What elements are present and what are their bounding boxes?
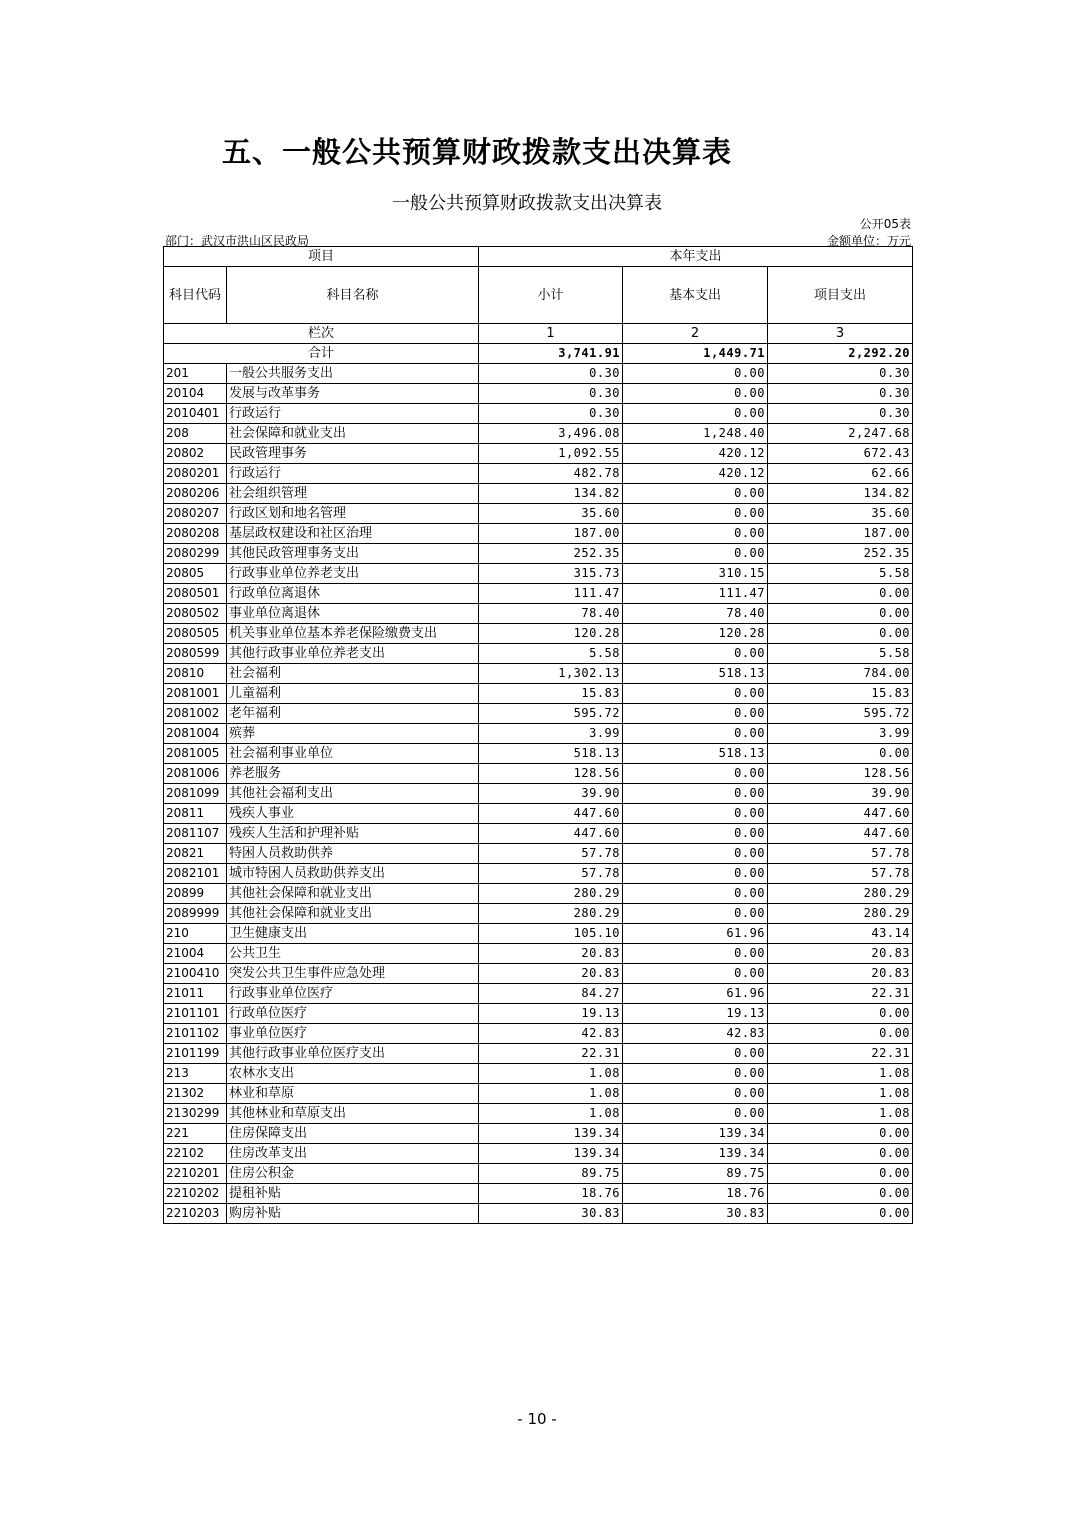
row-subtotal: 1.08 [479, 1084, 623, 1104]
row-name: 特困人员救助供养 [227, 844, 479, 864]
table-row [164, 864, 913, 884]
row-name: 突发公共卫生事件应急处理 [227, 964, 479, 984]
row-name: 购房补贴 [227, 1204, 479, 1224]
row-code: 213 [164, 1064, 227, 1084]
row-subtotal: 447.60 [479, 804, 623, 824]
row-name: 发展与改革事务 [227, 384, 479, 404]
row-basic: 139.34 [623, 1124, 768, 1144]
row-project: 57.78 [768, 844, 913, 864]
row-name: 残疾人事业 [227, 804, 479, 824]
row-name: 住房改革支出 [227, 1144, 479, 1164]
row-project: 0.00 [768, 584, 913, 604]
table-row [164, 944, 913, 964]
row-subtotal: 187.00 [479, 524, 623, 544]
row-basic: 0.00 [623, 764, 768, 784]
row-basic: 518.13 [623, 744, 768, 764]
row-project: 447.60 [768, 804, 913, 824]
row-name: 其他行政事业单位医疗支出 [227, 1044, 479, 1064]
table-row [164, 684, 913, 704]
row-name: 其他社会保障和就业支出 [227, 904, 479, 924]
row-name: 基层政权建设和社区治理 [227, 524, 479, 544]
row-project: 43.14 [768, 924, 913, 944]
table-row [164, 444, 913, 464]
row-basic: 0.00 [623, 1104, 768, 1124]
row-subtotal: 5.58 [479, 644, 623, 664]
row-project: 0.00 [768, 1124, 913, 1144]
row-basic: 0.00 [623, 884, 768, 904]
column-number-row [164, 324, 913, 344]
table-row [164, 1024, 913, 1044]
row-basic: 30.83 [623, 1204, 768, 1224]
row-name: 其他行政事业单位养老支出 [227, 644, 479, 664]
row-code: 208 [164, 424, 227, 444]
header-project: 项目 [164, 247, 479, 267]
row-subtotal: 18.76 [479, 1184, 623, 1204]
row-project: 0.00 [768, 744, 913, 764]
row-project: 62.66 [768, 464, 913, 484]
row-basic: 0.00 [623, 484, 768, 504]
row-code: 2081099 [164, 784, 227, 804]
table-row [164, 924, 913, 944]
row-basic: 42.83 [623, 1024, 768, 1044]
row-name: 其他社会保障和就业支出 [227, 884, 479, 904]
page-number: - 10 - [517, 1410, 557, 1428]
row-project: 3.99 [768, 724, 913, 744]
row-name: 行政运行 [227, 404, 479, 424]
row-name: 提租补贴 [227, 1184, 479, 1204]
row-code: 20811 [164, 804, 227, 824]
table-row [164, 504, 913, 524]
row-project: 252.35 [768, 544, 913, 564]
row-code: 2210202 [164, 1184, 227, 1204]
table-row [164, 384, 913, 404]
row-name: 住房保障支出 [227, 1124, 479, 1144]
table-row [164, 604, 913, 624]
row-basic: 0.00 [623, 544, 768, 564]
row-basic: 0.00 [623, 964, 768, 984]
row-subtotal: 1,092.55 [479, 444, 623, 464]
row-basic: 0.00 [623, 864, 768, 884]
header-this-year: 本年支出 [479, 247, 913, 267]
row-basic: 0.00 [623, 504, 768, 524]
total-project: 2,292.20 [768, 344, 913, 364]
row-subtotal: 78.40 [479, 604, 623, 624]
row-project: 5.58 [768, 564, 913, 584]
row-code: 2080502 [164, 604, 227, 624]
row-subtotal: 0.30 [479, 384, 623, 404]
row-subtotal: 128.56 [479, 764, 623, 784]
table-row [164, 564, 913, 584]
row-basic: 61.96 [623, 984, 768, 1004]
row-code: 2010401 [164, 404, 227, 424]
row-name: 住房公积金 [227, 1164, 479, 1184]
row-subtotal: 105.10 [479, 924, 623, 944]
row-project: 672.43 [768, 444, 913, 464]
row-code: 20802 [164, 444, 227, 464]
row-code: 2081002 [164, 704, 227, 724]
row-name: 公共卫生 [227, 944, 479, 964]
row-project: 0.30 [768, 364, 913, 384]
row-subtotal: 482.78 [479, 464, 623, 484]
column-number-label: 栏次 [164, 324, 479, 344]
row-name: 行政区划和地名管理 [227, 504, 479, 524]
row-basic: 61.96 [623, 924, 768, 944]
row-code: 2210201 [164, 1164, 227, 1184]
row-subtotal: 315.73 [479, 564, 623, 584]
row-code: 2101102 [164, 1024, 227, 1044]
row-name: 农林水支出 [227, 1064, 479, 1084]
row-name: 其他社会福利支出 [227, 784, 479, 804]
table-row [164, 844, 913, 864]
row-name: 行政单位离退休 [227, 584, 479, 604]
row-name: 儿童福利 [227, 684, 479, 704]
row-code: 2080501 [164, 584, 227, 604]
row-code: 20810 [164, 664, 227, 684]
row-basic: 0.00 [623, 384, 768, 404]
row-project: 134.82 [768, 484, 913, 504]
row-code: 2080208 [164, 524, 227, 544]
total-label: 合计 [164, 344, 479, 364]
row-subtotal: 1,302.13 [479, 664, 623, 684]
row-basic: 0.00 [623, 824, 768, 844]
row-name: 行政事业单位医疗 [227, 984, 479, 1004]
row-project: 5.58 [768, 644, 913, 664]
row-code: 20805 [164, 564, 227, 584]
row-name: 一般公共服务支出 [227, 364, 479, 384]
row-code: 22102 [164, 1144, 227, 1164]
header-project-exp: 项目支出 [768, 267, 913, 324]
row-subtotal: 20.83 [479, 964, 623, 984]
row-name: 社会组织管理 [227, 484, 479, 504]
row-basic: 0.00 [623, 1044, 768, 1064]
table-row [164, 1104, 913, 1124]
row-basic: 120.28 [623, 624, 768, 644]
row-project: 20.83 [768, 964, 913, 984]
row-project: 0.00 [768, 1164, 913, 1184]
row-code: 201 [164, 364, 227, 384]
column-number-3: 3 [768, 324, 913, 344]
row-basic: 0.00 [623, 524, 768, 544]
row-name: 行政事业单位养老支出 [227, 564, 479, 584]
row-project: 280.29 [768, 904, 913, 924]
row-subtotal: 111.47 [479, 584, 623, 604]
row-subtotal: 3.99 [479, 724, 623, 744]
row-code: 210 [164, 924, 227, 944]
row-project: 0.00 [768, 1204, 913, 1224]
row-subtotal: 280.29 [479, 884, 623, 904]
row-basic: 1,248.40 [623, 424, 768, 444]
row-subtotal: 57.78 [479, 864, 623, 884]
total-subtotal: 3,741.91 [479, 344, 623, 364]
row-code: 21302 [164, 1084, 227, 1104]
table-row [164, 584, 913, 604]
row-project: 0.30 [768, 384, 913, 404]
row-basic: 0.00 [623, 784, 768, 804]
row-basic: 0.00 [623, 704, 768, 724]
row-subtotal: 252.35 [479, 544, 623, 564]
row-project: 280.29 [768, 884, 913, 904]
row-code: 20104 [164, 384, 227, 404]
row-basic: 518.13 [623, 664, 768, 684]
table-row [164, 364, 913, 384]
table-row [164, 904, 913, 924]
row-name: 行政单位医疗 [227, 1004, 479, 1024]
row-basic: 111.47 [623, 584, 768, 604]
row-name: 林业和草原 [227, 1084, 479, 1104]
row-code: 2080207 [164, 504, 227, 524]
row-project: 0.00 [768, 1184, 913, 1204]
row-basic: 0.00 [623, 1084, 768, 1104]
table-row [164, 1204, 913, 1224]
row-subtotal: 139.34 [479, 1144, 623, 1164]
row-name: 社会保障和就业支出 [227, 424, 479, 444]
row-basic: 19.13 [623, 1004, 768, 1024]
row-project: 0.00 [768, 1024, 913, 1044]
row-project: 22.31 [768, 984, 913, 1004]
row-basic: 310.15 [623, 564, 768, 584]
row-basic: 0.00 [623, 904, 768, 924]
row-project: 0.00 [768, 1004, 913, 1024]
row-basic: 0.00 [623, 804, 768, 824]
table-row [164, 964, 913, 984]
row-subtotal: 84.27 [479, 984, 623, 1004]
row-basic: 0.00 [623, 364, 768, 384]
table-row [164, 824, 913, 844]
row-code: 2081001 [164, 684, 227, 704]
row-subtotal: 19.13 [479, 1004, 623, 1024]
row-subtotal: 89.75 [479, 1164, 623, 1184]
table-row [164, 784, 913, 804]
row-project: 57.78 [768, 864, 913, 884]
row-basic: 0.00 [623, 404, 768, 424]
column-number-2: 2 [623, 324, 768, 344]
row-subtotal: 518.13 [479, 744, 623, 764]
total-row [164, 344, 913, 364]
row-code: 20821 [164, 844, 227, 864]
table-row [164, 1164, 913, 1184]
table-row [164, 804, 913, 824]
row-subtotal: 134.82 [479, 484, 623, 504]
row-subtotal: 30.83 [479, 1204, 623, 1224]
row-subtotal: 22.31 [479, 1044, 623, 1064]
row-subtotal: 280.29 [479, 904, 623, 924]
row-name: 城市特困人员救助供养支出 [227, 864, 479, 884]
row-code: 2101101 [164, 1004, 227, 1024]
row-name: 殡葬 [227, 724, 479, 744]
row-code: 2081005 [164, 744, 227, 764]
row-project: 39.90 [768, 784, 913, 804]
table-row [164, 984, 913, 1004]
row-basic: 420.12 [623, 464, 768, 484]
row-code: 2089999 [164, 904, 227, 924]
row-name: 残疾人生活和护理补贴 [227, 824, 479, 844]
row-project: 1.08 [768, 1104, 913, 1124]
table-row [164, 764, 913, 784]
row-project: 595.72 [768, 704, 913, 724]
row-project: 20.83 [768, 944, 913, 964]
row-basic: 0.00 [623, 684, 768, 704]
table-row [164, 1004, 913, 1024]
row-project: 0.30 [768, 404, 913, 424]
table-row [164, 1184, 913, 1204]
row-subtotal: 42.83 [479, 1024, 623, 1044]
row-name: 事业单位离退休 [227, 604, 479, 624]
row-basic: 0.00 [623, 844, 768, 864]
row-code: 2101199 [164, 1044, 227, 1064]
row-subtotal: 39.90 [479, 784, 623, 804]
row-code: 2081107 [164, 824, 227, 844]
row-code: 21004 [164, 944, 227, 964]
row-name: 行政运行 [227, 464, 479, 484]
row-project: 447.60 [768, 824, 913, 844]
header-row-2 [164, 267, 913, 324]
row-project: 784.00 [768, 664, 913, 684]
table-row [164, 744, 913, 764]
expenditure-table [163, 246, 913, 1224]
table-row [164, 624, 913, 644]
row-basic: 0.00 [623, 1064, 768, 1084]
department-label: 部门：武汉市洪山区民政局 [165, 234, 310, 248]
column-number-1: 1 [479, 324, 623, 344]
row-code: 20899 [164, 884, 227, 904]
row-project: 15.83 [768, 684, 913, 704]
row-name: 卫生健康支出 [227, 924, 479, 944]
row-code: 2210203 [164, 1204, 227, 1224]
row-project: 128.56 [768, 764, 913, 784]
row-basic: 0.00 [623, 944, 768, 964]
row-basic: 139.34 [623, 1144, 768, 1164]
row-name: 其他林业和草原支出 [227, 1104, 479, 1124]
row-subtotal: 1.08 [479, 1064, 623, 1084]
row-code: 2080201 [164, 464, 227, 484]
row-code: 2080599 [164, 644, 227, 664]
row-basic: 0.00 [623, 644, 768, 664]
row-code: 2130299 [164, 1104, 227, 1124]
row-subtotal: 0.30 [479, 404, 623, 424]
header-name: 科目名称 [227, 267, 479, 324]
row-subtotal: 15.83 [479, 684, 623, 704]
row-basic: 78.40 [623, 604, 768, 624]
row-name: 社会福利 [227, 664, 479, 684]
row-subtotal: 57.78 [479, 844, 623, 864]
row-project: 1.08 [768, 1064, 913, 1084]
row-name: 民政管理事务 [227, 444, 479, 464]
table-row [164, 1144, 913, 1164]
row-name: 其他民政管理事务支出 [227, 544, 479, 564]
total-basic: 1,449.71 [623, 344, 768, 364]
row-subtotal: 139.34 [479, 1124, 623, 1144]
row-project: 2,247.68 [768, 424, 913, 444]
table-row [164, 464, 913, 484]
table-row [164, 524, 913, 544]
row-subtotal: 0.30 [479, 364, 623, 384]
table-row [164, 1084, 913, 1104]
table-row [164, 664, 913, 684]
page-title: 五、一般公共预算财政拨款支出决算表 [222, 135, 733, 169]
row-project: 35.60 [768, 504, 913, 524]
table-row [164, 644, 913, 664]
row-code: 2100410 [164, 964, 227, 984]
row-code: 2080505 [164, 624, 227, 644]
table-row [164, 424, 913, 444]
header-code: 科目代码 [164, 267, 227, 324]
form-number: 公开05表 [859, 217, 911, 231]
row-subtotal: 3,496.08 [479, 424, 623, 444]
table-row [164, 1044, 913, 1064]
row-name: 养老服务 [227, 764, 479, 784]
table-row [164, 884, 913, 904]
row-subtotal: 595.72 [479, 704, 623, 724]
row-code: 2080299 [164, 544, 227, 564]
row-project: 0.00 [768, 624, 913, 644]
row-basic: 89.75 [623, 1164, 768, 1184]
table-row [164, 1124, 913, 1144]
amount-unit-label: 金额单位：万元 [826, 234, 911, 248]
row-subtotal: 447.60 [479, 824, 623, 844]
row-subtotal: 1.08 [479, 1104, 623, 1124]
row-project: 187.00 [768, 524, 913, 544]
row-code: 2082101 [164, 864, 227, 884]
table-row [164, 704, 913, 724]
row-code: 221 [164, 1124, 227, 1144]
table-row [164, 544, 913, 564]
row-subtotal: 120.28 [479, 624, 623, 644]
row-project: 0.00 [768, 604, 913, 624]
row-basic: 18.76 [623, 1184, 768, 1204]
row-name: 社会福利事业单位 [227, 744, 479, 764]
table-row [164, 404, 913, 424]
table-title: 一般公共预算财政拨款支出决算表 [392, 193, 662, 214]
row-basic: 0.00 [623, 724, 768, 744]
row-subtotal: 20.83 [479, 944, 623, 964]
row-name: 老年福利 [227, 704, 479, 724]
header-row-1 [164, 247, 913, 267]
row-name: 机关事业单位基本养老保险缴费支出 [227, 624, 479, 644]
row-code: 2081004 [164, 724, 227, 744]
table-row [164, 484, 913, 504]
table-row [164, 1064, 913, 1084]
row-code: 2081006 [164, 764, 227, 784]
row-code: 21011 [164, 984, 227, 1004]
table-row [164, 724, 913, 744]
row-name: 事业单位医疗 [227, 1024, 479, 1044]
row-code: 2080206 [164, 484, 227, 504]
row-project: 1.08 [768, 1084, 913, 1104]
row-subtotal: 35.60 [479, 504, 623, 524]
header-basic: 基本支出 [623, 267, 768, 324]
row-project: 0.00 [768, 1144, 913, 1164]
header-subtotal: 小计 [479, 267, 623, 324]
row-basic: 420.12 [623, 444, 768, 464]
row-project: 22.31 [768, 1044, 913, 1064]
